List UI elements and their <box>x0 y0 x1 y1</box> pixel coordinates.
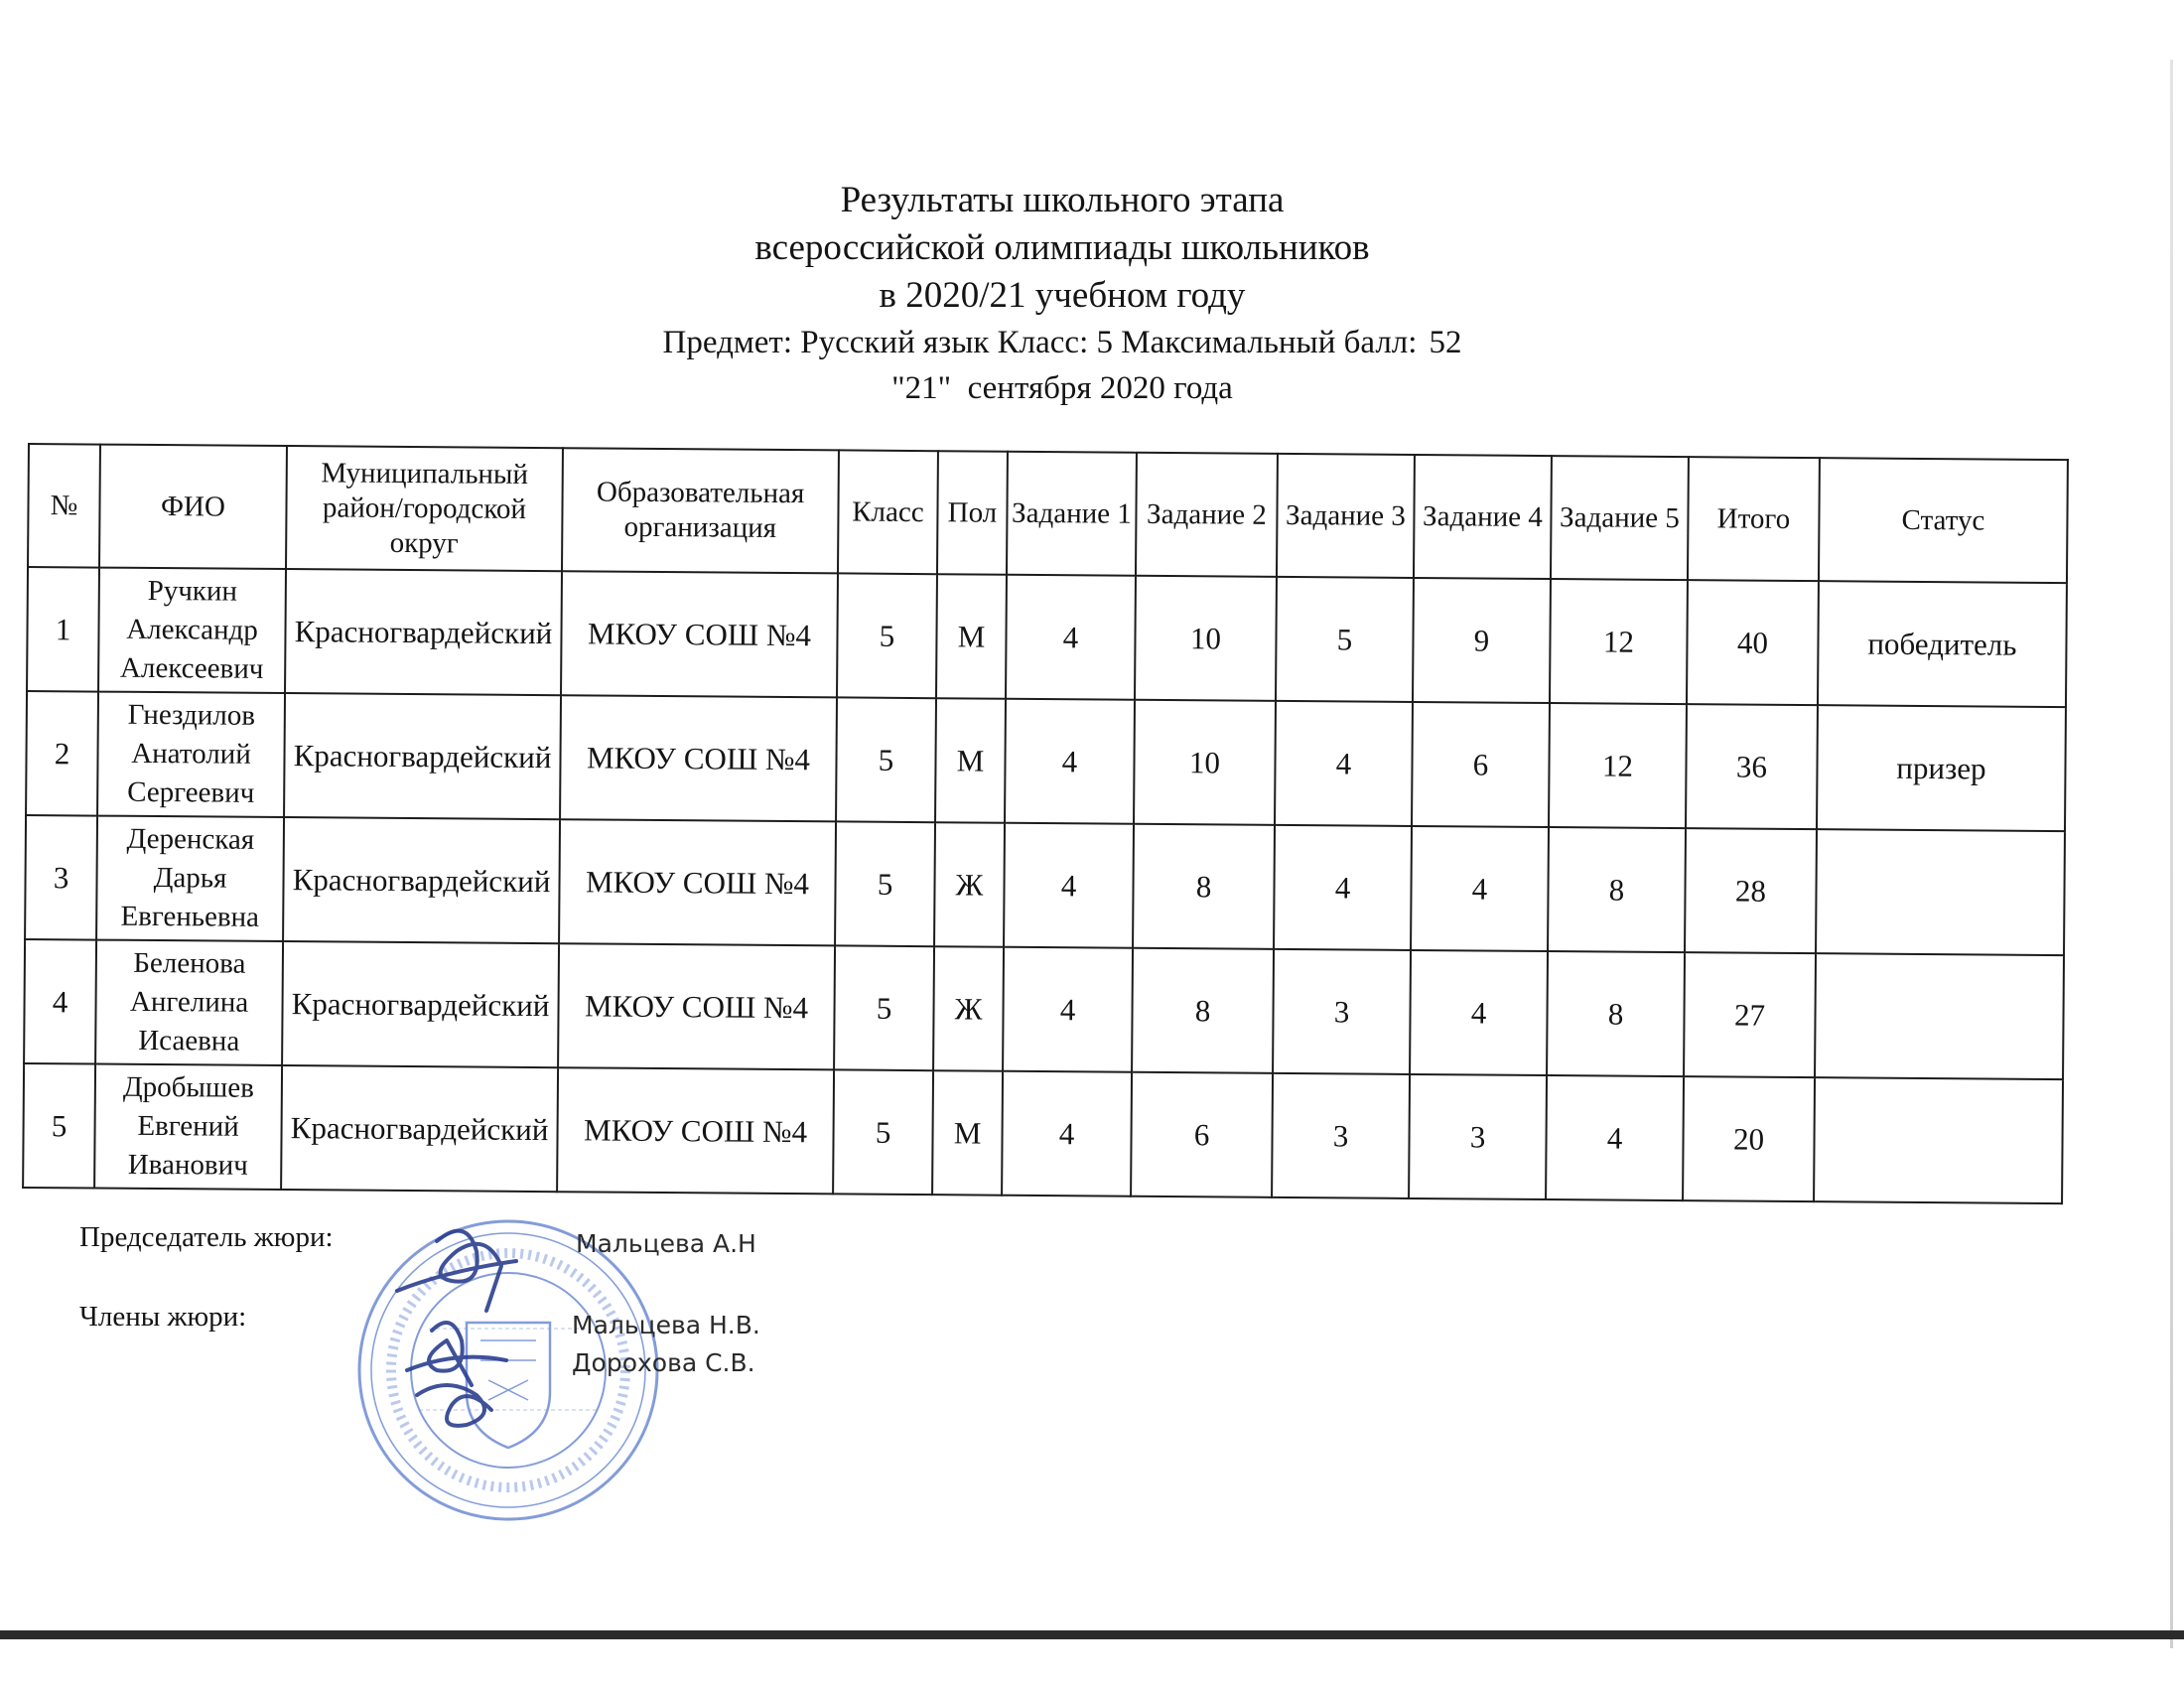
cell-total: 40 <box>1687 580 1819 705</box>
col-header-task-1: Задание 1 <box>1007 452 1137 576</box>
cell-status <box>1814 1077 2063 1203</box>
cell-district: Красногвардейский <box>283 817 560 943</box>
title-line-2: всероссийской олимпиады школьников <box>754 227 1370 268</box>
member-name-1: Мальцева Н.В. <box>572 1311 760 1339</box>
cell-number: 2 <box>26 691 98 816</box>
cell-name: Дробышев Евгений Иванович <box>94 1064 282 1190</box>
cell-district: Красногвардейский <box>285 569 562 695</box>
cell-status: призер <box>1817 705 2066 831</box>
cell-task-1: 4 <box>1002 1071 1132 1196</box>
col-header-task-4: Задание 4 <box>1414 455 1552 579</box>
title-line-3: в 2020/21 учебном году <box>879 275 1246 316</box>
chair-name: Мальцева А.Н <box>576 1229 756 1258</box>
subject-value: Русский язык <box>800 325 990 360</box>
cell-task-3: 4 <box>1274 825 1412 950</box>
cell-task-4: 3 <box>1409 1074 1547 1199</box>
scan-bottom-edge <box>0 1630 2184 1639</box>
subject-line <box>397 320 1727 365</box>
chair-label: Председатель жюри: <box>79 1221 334 1253</box>
cell-number: 5 <box>23 1063 95 1189</box>
jury-signatures <box>79 1211 973 1529</box>
table-row <box>24 939 2064 1079</box>
cell-school: МКОУ СОШ №4 <box>561 571 838 697</box>
cell-school: МКОУ СОШ №4 <box>559 819 836 945</box>
cell-task-5: 4 <box>1546 1075 1684 1200</box>
col-header-school: Образовательная организация <box>562 448 839 573</box>
cell-task-5: 8 <box>1547 951 1685 1076</box>
cell-district: Красногвардейский <box>281 1065 558 1192</box>
cell-gender: Ж <box>933 946 1004 1071</box>
cell-name: Ручкин Александр Алексеевич <box>98 568 286 693</box>
table-row <box>23 1063 2063 1203</box>
cell-task-2: 6 <box>1131 1072 1273 1197</box>
col-header-task-2: Задание 2 <box>1136 453 1278 577</box>
cell-name: Беленова Ангелина Исаевна <box>95 940 283 1065</box>
date-line: "21" сентября 2020 года <box>891 370 1233 406</box>
max-score-value: 52 <box>1429 325 1462 360</box>
cell-task-1: 4 <box>1005 699 1135 824</box>
cell-gender: М <box>932 1070 1003 1196</box>
document-header <box>397 177 1727 411</box>
col-header-number: № <box>28 444 100 568</box>
cell-task-4: 4 <box>1411 826 1549 951</box>
col-header-task-3: Задание 3 <box>1277 454 1415 578</box>
cell-total: 28 <box>1685 828 1817 953</box>
cell-task-2: 8 <box>1132 948 1274 1073</box>
cell-district: Красногвардейский <box>284 693 561 819</box>
cell-class: 5 <box>834 945 934 1070</box>
col-header-status: Статус <box>1819 458 2068 583</box>
col-header-district: Муниципальный район/городской округ <box>286 446 563 571</box>
col-header-task-5: Задание 5 <box>1551 456 1689 580</box>
cell-gender: М <box>936 574 1007 699</box>
table-row <box>26 691 2066 831</box>
cell-number: 4 <box>24 939 96 1064</box>
cell-task-1: 4 <box>1004 823 1134 948</box>
col-header-gender: Пол <box>937 451 1008 575</box>
cell-task-2: 10 <box>1134 700 1276 825</box>
class-value: 5 <box>1096 325 1113 360</box>
cell-task-5: 12 <box>1550 579 1688 704</box>
col-header-class: Класс <box>838 450 938 574</box>
cell-district: Красногвардейский <box>282 941 559 1067</box>
cell-task-3: 5 <box>1276 577 1414 702</box>
cell-status: победитель <box>1818 581 2067 707</box>
cell-task-5: 8 <box>1548 827 1686 952</box>
members-label: Члены жюри: <box>79 1301 247 1333</box>
cell-task-3: 3 <box>1272 1073 1410 1198</box>
cell-task-1: 4 <box>1006 575 1136 700</box>
header-row <box>28 444 2068 583</box>
cell-name: Деренская Дарья Евгеньевна <box>96 816 284 941</box>
cell-gender: Ж <box>934 822 1005 947</box>
cell-task-2: 8 <box>1133 824 1275 949</box>
cell-task-4: 6 <box>1412 702 1550 827</box>
scan-edge <box>2170 60 2173 1648</box>
cell-task-1: 4 <box>1003 947 1133 1072</box>
title-line-1: Результаты школьного этапа <box>840 180 1285 220</box>
cell-class: 5 <box>836 697 936 822</box>
cell-task-4: 4 <box>1410 950 1548 1075</box>
cell-task-2: 10 <box>1135 576 1277 701</box>
cell-task-3: 4 <box>1275 701 1413 826</box>
cell-number: 3 <box>25 815 97 940</box>
cell-school: МКОУ СОШ №4 <box>558 943 835 1069</box>
cell-total: 36 <box>1686 704 1818 829</box>
cell-class: 5 <box>833 1069 933 1195</box>
cell-status <box>1816 829 2065 955</box>
results-table <box>22 443 2069 1204</box>
cell-task-4: 9 <box>1413 578 1551 703</box>
col-header-name: ФИО <box>99 445 287 569</box>
table-row <box>27 567 2067 707</box>
cell-task-5: 12 <box>1549 703 1687 828</box>
cell-name: Гнездилов Анатолий Сергеевич <box>97 692 285 817</box>
subject-label: Предмет: <box>662 325 792 360</box>
col-header-total: Итого <box>1688 457 1820 581</box>
cell-status <box>1815 953 2064 1079</box>
max-score-label: Максимальный балл: <box>1121 325 1418 360</box>
cell-class: 5 <box>837 573 937 698</box>
class-label: Класс: <box>997 325 1089 360</box>
member-name-2: Дорохова С.В. <box>572 1348 755 1377</box>
table-row <box>25 815 2065 955</box>
cell-total: 20 <box>1683 1076 1815 1201</box>
cell-gender: М <box>935 698 1006 823</box>
cell-class: 5 <box>835 821 935 946</box>
cell-task-3: 3 <box>1273 949 1411 1074</box>
cell-school: МКОУ СОШ №4 <box>557 1067 834 1194</box>
cell-total: 27 <box>1684 952 1816 1077</box>
cell-number: 1 <box>27 567 99 692</box>
cell-school: МКОУ СОШ №4 <box>560 695 837 821</box>
